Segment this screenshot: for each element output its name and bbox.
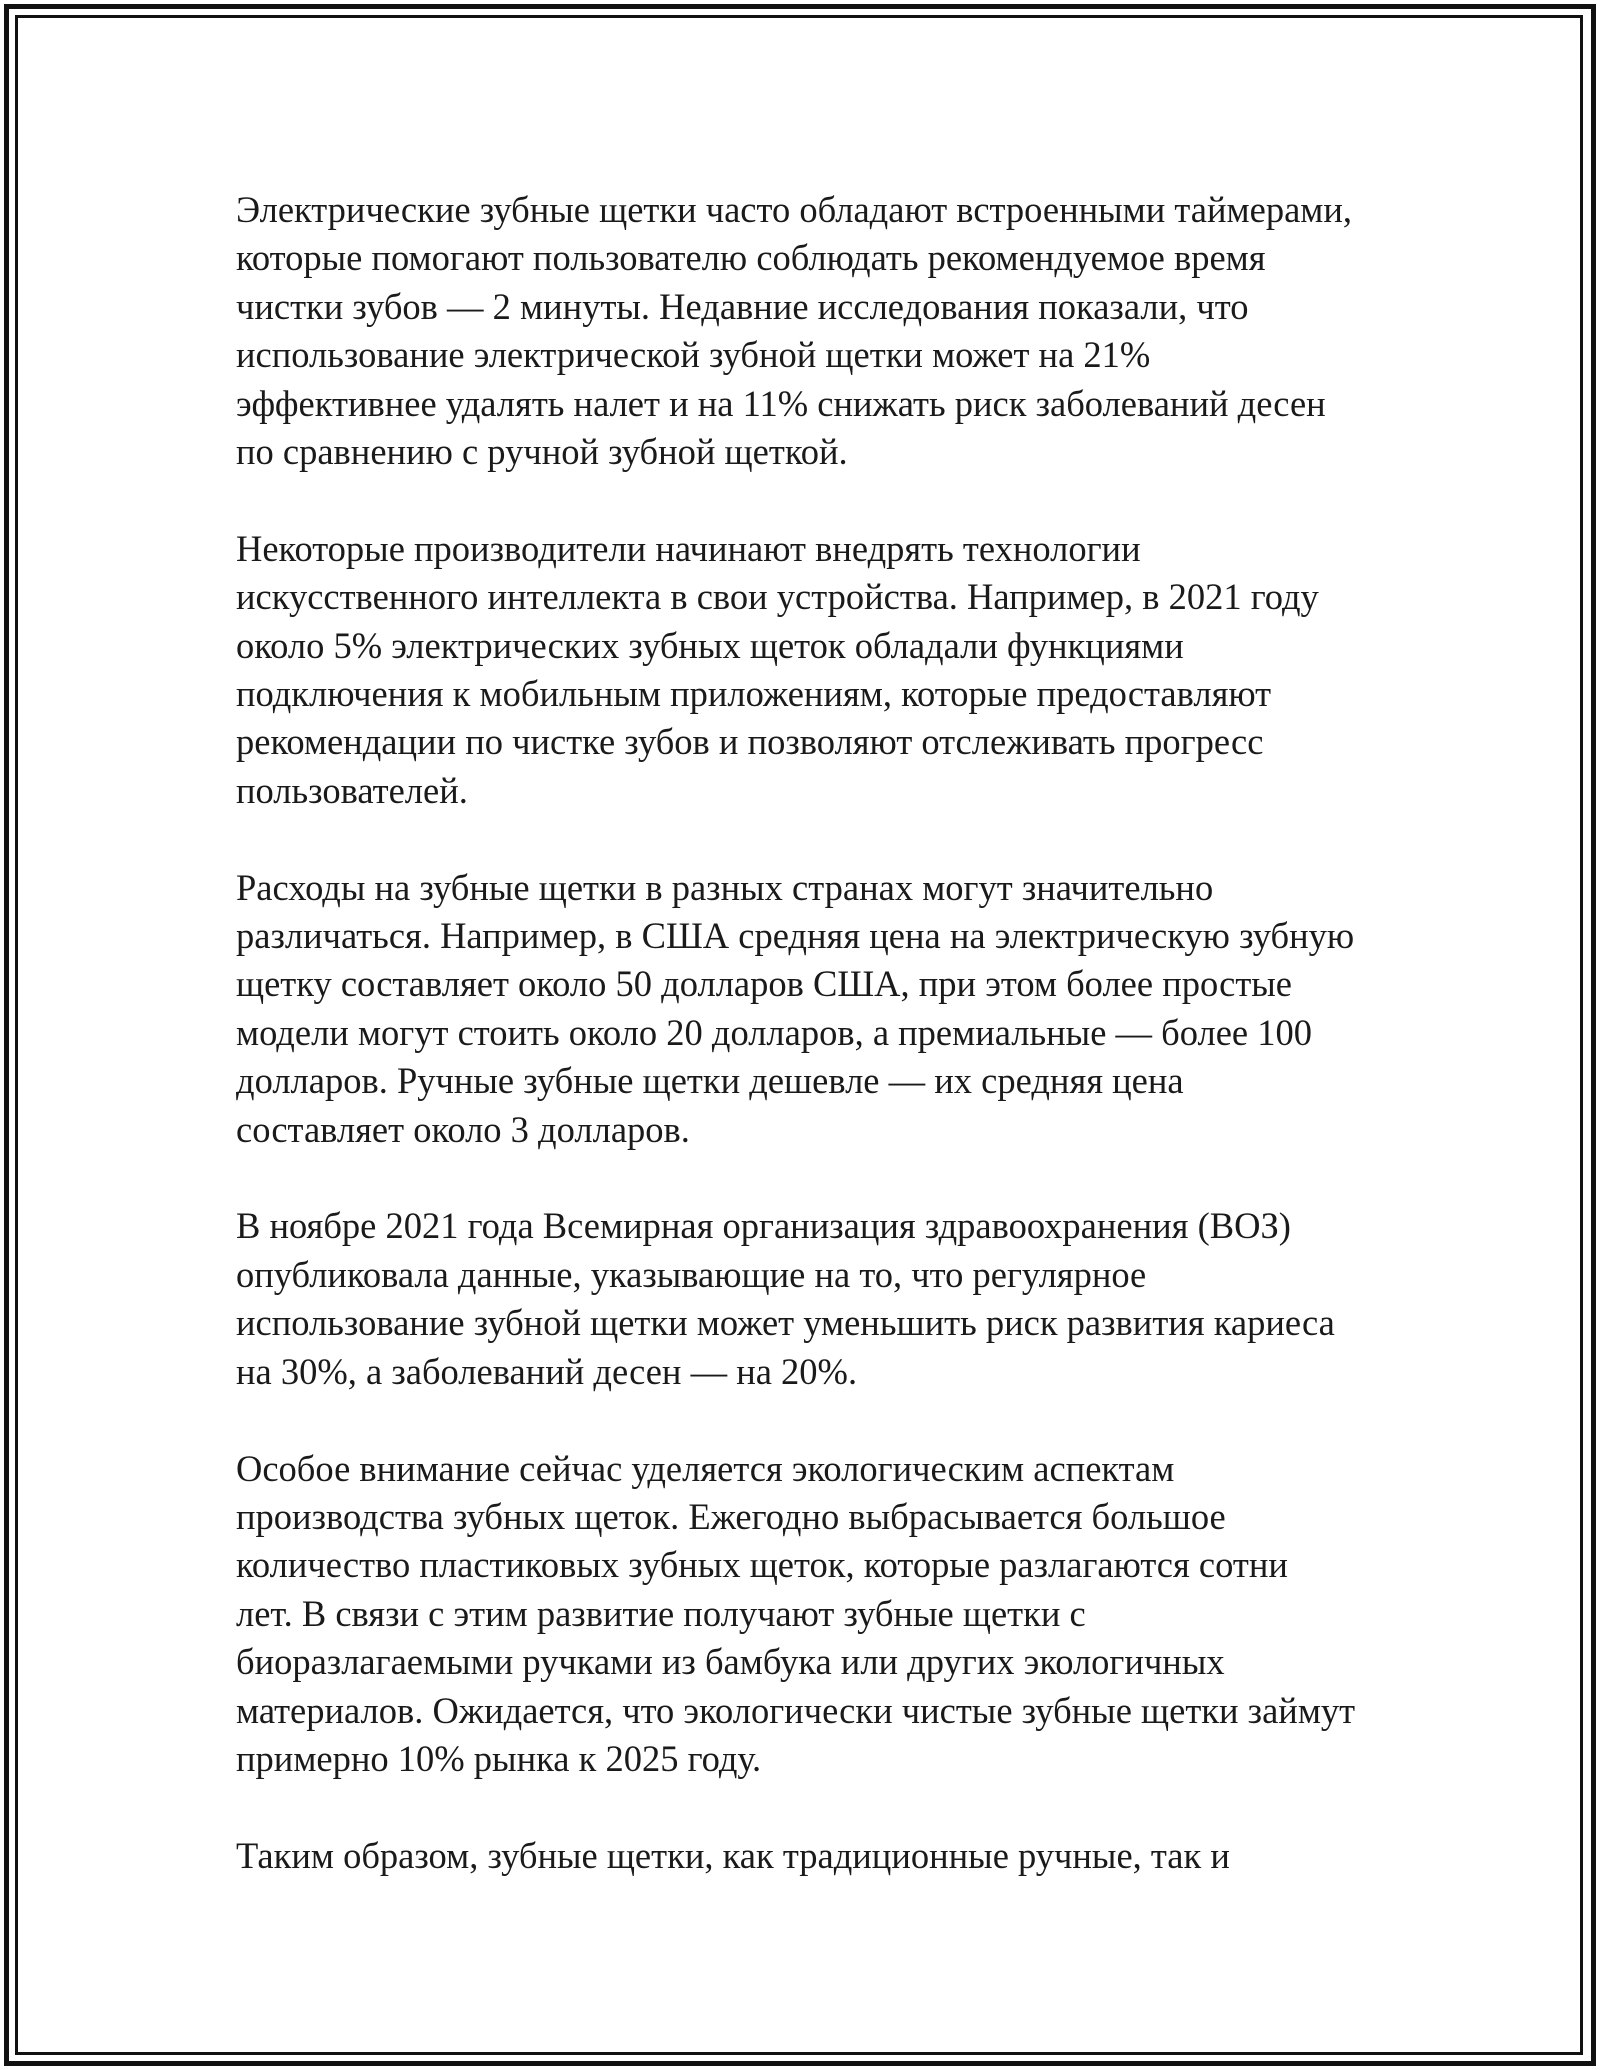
paragraph-prices <box>236 864 1376 1154</box>
text-line: на 30%, а заболеваний десен — на 20%. <box>236 1350 858 1392</box>
paragraph-who <box>236 1202 1376 1396</box>
text-line: Особое внимание сейчас уделяется экологическим аспектам <box>236 1447 1175 1489</box>
text-line: опубликовала данные, указывающие на то, что регулярное <box>236 1253 1147 1295</box>
text-line: Расходы на зубные щетки в разных странах могут значительно <box>236 866 1214 908</box>
text-line: Некоторые производители начинают внедрять технологии <box>236 527 1141 569</box>
text-line: долларов. Ручные зубные щетки дешевле — их средняя цена <box>236 1060 1184 1102</box>
paragraph-ecology <box>236 1445 1376 1784</box>
text-line: Таким образом, зубные щетки, как традиционные ручные, так и <box>236 1834 1230 1876</box>
text-line: использование электрической зубной щетки может на 21% <box>236 334 1151 376</box>
text-line: лет. В связи с этим развитие получают зубные щетки с <box>236 1592 1086 1634</box>
text-line: примерно 10% рынка к 2025 году. <box>236 1737 762 1779</box>
text-line: материалов. Ожидается, что экологически чистые зубные щетки займут <box>236 1689 1356 1731</box>
text-line: которые помогают пользователю соблюдать рекомендуемое время <box>236 237 1266 279</box>
text-line: рекомендации по чистке зубов и позволяют отслеживать прогресс <box>236 721 1264 763</box>
text-line: чистки зубов — 2 минуты. Недавние исследования показали, что <box>236 285 1249 327</box>
text-line: составляет около 3 долларов. <box>236 1108 690 1150</box>
text-line: использование зубной щетки может уменьшить риск развития кариеса <box>236 1302 1335 1344</box>
text-line: подключения к мобильным приложениям, которые предоставляют <box>236 673 1272 715</box>
document-body <box>236 186 1376 1929</box>
paragraph-ai <box>236 525 1376 815</box>
text-line: биоразлагаемыми ручками из бамбука или других экологичных <box>236 1641 1225 1683</box>
text-line: производства зубных щеток. Ежегодно выбрасывается большое <box>236 1495 1226 1537</box>
text-line: эффективнее удалять налет и на 11% снижать риск заболеваний десен <box>236 382 1326 424</box>
text-line: по сравнению с ручной зубной щеткой. <box>236 431 848 473</box>
text-line: модели могут стоить около 20 долларов, а премиальные — более 100 <box>236 1011 1312 1053</box>
text-line: около 5% электрических зубных щеток обладали функциями <box>236 624 1184 666</box>
text-line: количество пластиковых зубных щеток, которые разлагаются сотни <box>236 1544 1288 1586</box>
text-line: искусственного интеллекта в свои устройства. Например, в 2021 году <box>236 576 1319 618</box>
text-line: различаться. Например, в США средняя цена на электрическую зубную <box>236 915 1355 957</box>
text-line: пользователей. <box>236 769 468 811</box>
text-line: В ноябре 2021 года Всемирная организация здравоохранения (ВОЗ) <box>236 1205 1291 1247</box>
text-line: Электрические зубные щетки часто обладают встроенными таймерами, <box>236 189 1353 230</box>
paragraph-conclusion <box>236 1832 1376 1880</box>
text-line: щетку составляет около 50 долларов США, при этом более простые <box>236 963 1293 1005</box>
paragraph-timers <box>236 186 1376 476</box>
